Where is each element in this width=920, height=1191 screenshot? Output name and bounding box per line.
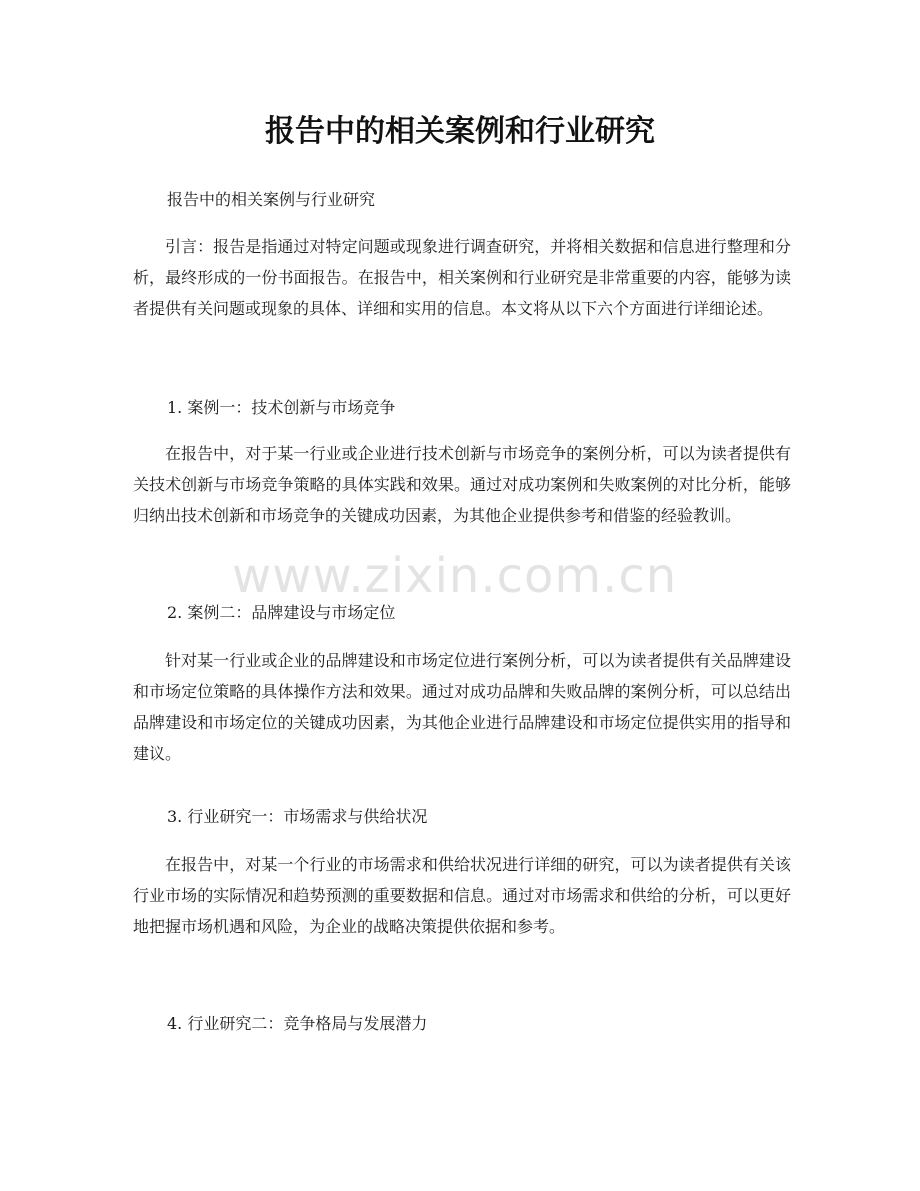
watermark-text: www.zixin.com.cn bbox=[232, 548, 678, 604]
section-2-heading: 2. 案例二：品牌建设与市场定位 bbox=[167, 603, 396, 622]
section-1-heading: 1. 案例一：技术创新与市场竞争 bbox=[167, 398, 396, 417]
document-subtitle: 报告中的相关案例与行业研究 bbox=[167, 190, 376, 209]
section-1-paragraph: 在报告中，对于某一行业或企业进行技术创新与市场竞争的案例分析，可以为读者提供有关技术创新与市场竞争策略的具体实践和效果。通过对成功案例和失败案例的对比分析，能够归纳出技术创新和市场竞争的关键成功因素，为其他企业提供参考和借鉴的经验教训。 bbox=[133, 444, 791, 525]
section-3-paragraph: 在报告中，对某一个行业的市场需求和供给状况进行详细的研究，可以为读者提供有关该行业市场的实际情况和趋势预测的重要数据和信息。通过对市场需求和供给的分析，可以更好地把握市场机遇和风险，为企业的战略决策提供依据和参考。 bbox=[133, 855, 791, 936]
section-3-heading: 3. 行业研究一：市场需求与供给状况 bbox=[167, 807, 428, 826]
section-2-paragraph: 针对某一行业或企业的品牌建设和市场定位进行案例分析，可以为读者提供有关品牌建设和市场定位策略的具体操作方法和效果。通过对成功品牌和失败品牌的案例分析，可以总结出品牌建设和市场定位的关键成功因素，为其他企业进行品牌建设和市场定位提供实用的指导和建议。 bbox=[133, 651, 791, 763]
document-title: 报告中的相关案例和行业研究 bbox=[265, 114, 655, 149]
section-4-heading: 4. 行业研究二：竞争格局与发展潜力 bbox=[167, 1014, 428, 1033]
intro-paragraph: 引言：报告是指通过对特定问题或现象进行调查研究，并将相关数据和信息进行整理和分析，最终形成的一份书面报告。在报告中，相关案例和行业研究是非常重要的内容，能够为读者提供有关问题或现象的具体、详细和实用的信息。本文将从以下六个方面进行详细论述。 bbox=[133, 237, 791, 318]
